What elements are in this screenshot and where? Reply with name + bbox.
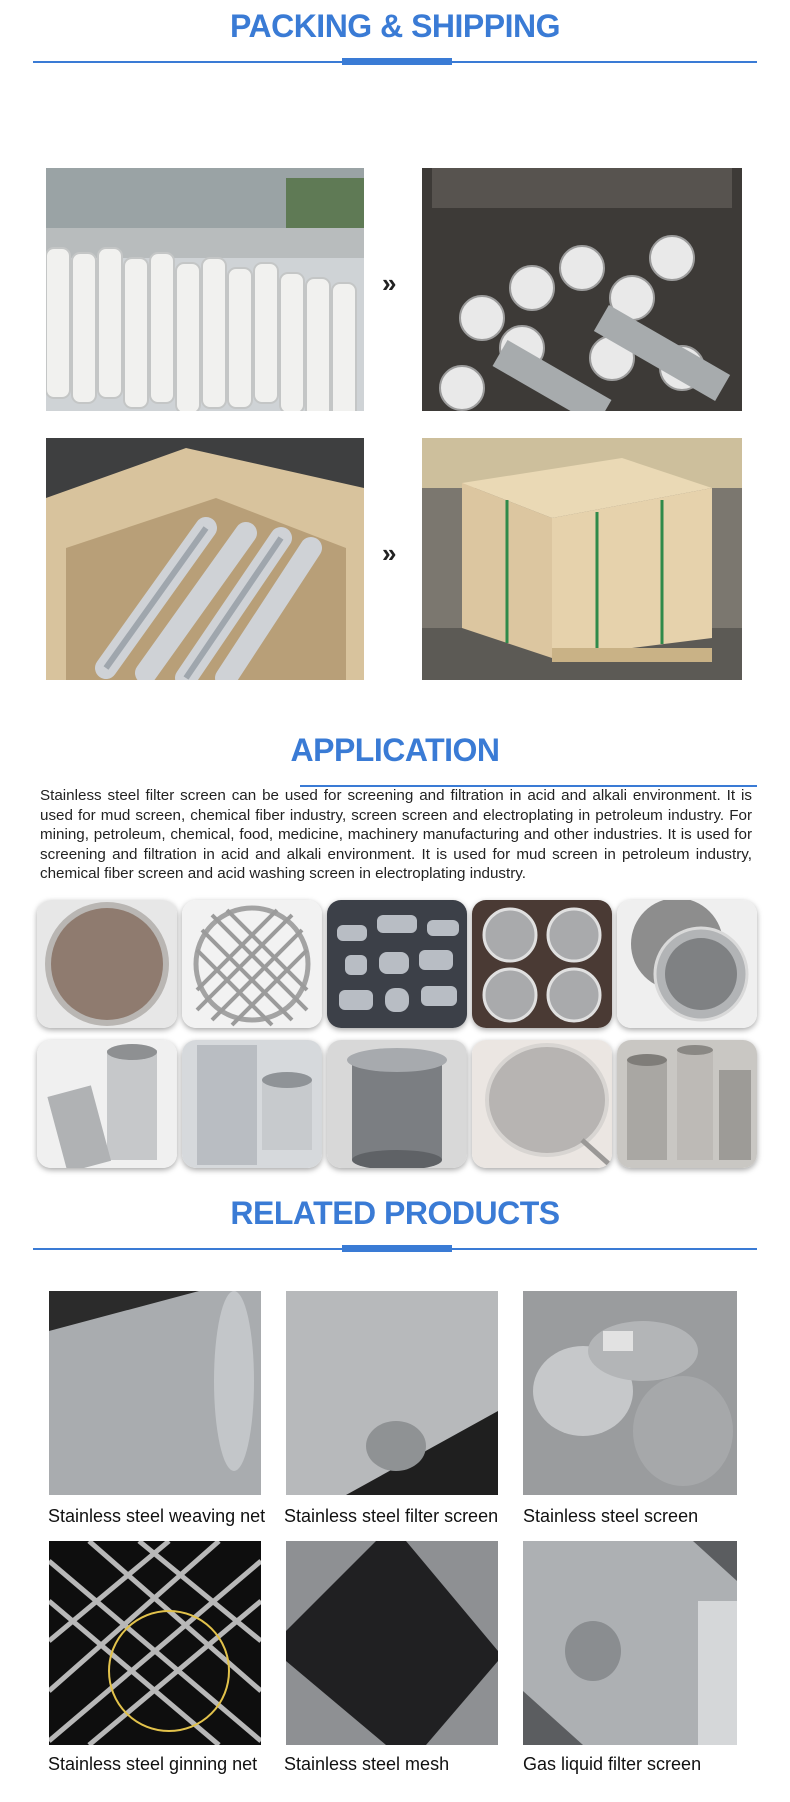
- product-caption[interactable]: Stainless steel filter screen: [284, 1506, 499, 1526]
- application-tile-round-filter-discs: [472, 900, 612, 1028]
- application-tile-filter-tubes: [617, 1040, 757, 1168]
- application-tile-wire-grid-disc: [182, 900, 322, 1028]
- arrow-icon: »: [382, 268, 397, 298]
- application-title: APPLICATION: [290, 732, 500, 768]
- product-caption[interactable]: Gas liquid filter screen: [523, 1754, 702, 1774]
- product-photo-ginning-net[interactable]: [49, 1541, 261, 1745]
- product-photo-filter-screen[interactable]: [286, 1291, 498, 1495]
- product-caption[interactable]: Stainless steel screen: [523, 1506, 699, 1526]
- product-caption[interactable]: Stainless steel weaving net: [48, 1506, 266, 1526]
- packing-photo-container-loaded: [422, 168, 742, 411]
- packing-shipping-title: PACKING & SHIPPING: [230, 8, 560, 44]
- title-rule-accent: [342, 1245, 452, 1252]
- product-caption[interactable]: Stainless steel mesh: [284, 1754, 450, 1774]
- product-caption[interactable]: Stainless steel ginning net: [48, 1754, 258, 1774]
- product-photo-gas-liquid-filter[interactable]: [523, 1541, 737, 1745]
- product-photo-screen[interactable]: [523, 1291, 737, 1495]
- application-tile-mesh-basket: [327, 1040, 467, 1168]
- product-photo-weaving-net[interactable]: [49, 1291, 261, 1495]
- packing-photo-wooden-crate-open: [46, 438, 364, 680]
- application-tile-fine-mesh-disc: [37, 900, 177, 1028]
- arrow-icon: »: [382, 538, 397, 568]
- application-tile-mesh-cylinders: [37, 1040, 177, 1168]
- packing-photo-warehouse-rolls: [46, 168, 364, 411]
- application-description: Stainless steel filter screen can be used for screening and filtration in acid and alkali environment. It is used for mud screen, chemical fiber industry, screen screen and electroplating in petroleum industry. For mining, petroleum, chemical, food, medicine, machinery manufacturing and other industries. It is used for screening and filtration in acid and alkali environment. It is used for mud screen in petroleum industry, chemical fiber screen and acid washing screen in electroplating industry.: [40, 787, 752, 883]
- title-rule-accent: [342, 58, 452, 65]
- product-photo-mesh[interactable]: [286, 1541, 498, 1745]
- application-tile-strainer: [472, 1040, 612, 1168]
- application-tile-layered-filter-discs: [617, 900, 757, 1028]
- application-tile-sintered-cartridges: [182, 1040, 322, 1168]
- related-products-title: RELATED PRODUCTS: [230, 1195, 560, 1231]
- application-tile-small-filter-pieces: [327, 900, 467, 1028]
- packing-photo-closed-crate: [422, 438, 742, 680]
